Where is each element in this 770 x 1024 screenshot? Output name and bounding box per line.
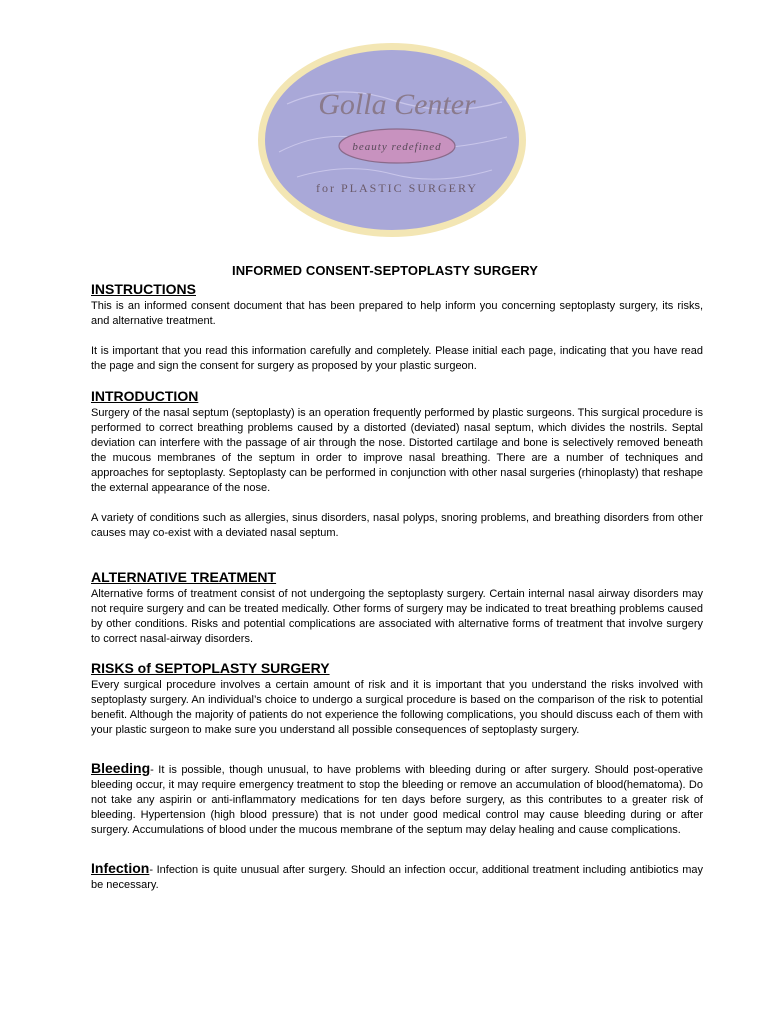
introduction-heading: INTRODUCTION [91,388,199,404]
alternative-section [91,569,703,647]
risks-heading: RISKS of SEPTOPLASTY SURGERY [91,660,330,676]
logo-tagline: beauty redefined [352,141,442,153]
instructions-heading: INSTRUCTIONS [91,281,196,297]
bleeding-text: - It is possible, though unusual, to have problems with bleeding during or after surgery. Should post-operative bleeding occur, it may require emergency treatment to stop the bleeding or remove an accumulation of blood(hematoma). Do not take any aspirin or anti-inflammatory medications for ten days before surgery, as this contributes to a greater risk of bleeding. Hypertension (high blood pressure) that is not under good medical control may cause bleeding during or after surgery. Accumulations of blood under the mucous membrane of the septum may delay healing and cause complications. [91,764,703,836]
risks-paragraph: Every surgical procedure involves a certain amount of risk and it is important that you understand the risks involved with septoplasty surgery. An individual’s choice to undergo a surgical procedure is based on the comparison of the risk to potential benefit. Although the majority of patients do not experience the following complications, you should discuss each of them with your plastic surgeon to make sure you understand all possible consequences of septoplasty surgery. [91,679,703,736]
introduction-paragraph-1: Surgery of the nasal septum (septoplasty) is an operation frequently performed by plastic surgeons. This surgical procedure is performed to correct breathing problems caused by a distorted (deviated) nasal septum, which divides the nostrils. Septal deviation can interfere with the passage of air through the nose. Distorted cartilage and bone is selectively removed beneath the mucous membranes of the septum in order to improve nasal breathing. There are a number of techniques and approaches for septoplasty. Septoplasty can be performed in conjunction with other nasal surgeries (rhinoplasty) that reshape the external appearance of the nose. [91,407,703,494]
infection-paragraph [91,861,703,893]
logo-subtitle: for PLASTIC SURGERY [315,181,479,195]
infection-heading: Infection [91,860,150,876]
instructions-paragraph-1: This is an informed consent document that has been prepared to help inform you concerning septoplasty surgery, its risks, and alternative treatment. [91,300,703,327]
golla-center-logo [257,42,527,238]
instructions-section [91,281,703,374]
bleeding-section [91,761,703,838]
logo-name: Golla Center [318,88,476,121]
bleeding-paragraph [91,761,703,838]
alternative-paragraph: Alternative forms of treatment consist of not undergoing the septoplasty surgery. Certain internal nasal airway disorders may not require surgery and can be treated medically. Other forms of surgery may be indicated to treat breathing problems caused by other conditions. Risks and potential complications are associated with alternative forms of treatment that involve surgery to correct nasal-airway disorders. [91,588,703,645]
bleeding-heading: Bleeding [91,760,151,776]
introduction-paragraph-2: A variety of conditions such as allergies, sinus disorders, nasal polyps, snoring problems, and breathing disorders from other causes may co-exist with a deviated nasal septum. [91,512,703,539]
infection-section [91,861,703,893]
alternative-heading: ALTERNATIVE TREATMENT [91,569,277,585]
infection-text: - Infection is quite unusual after surgery. Should an infection occur, additional treatment including antibiotics may be necessary. [91,864,703,891]
document-title: INFORMED CONSENT-SEPTOPLASTY SURGERY [231,263,538,278]
instructions-paragraph-2: It is important that you read this information carefully and completely. Please initial each page, indicating that you have read the page and sign the consent for surgery as proposed by your plastic surgeon. [91,345,703,372]
risks-section [91,660,703,738]
introduction-section [91,388,703,541]
